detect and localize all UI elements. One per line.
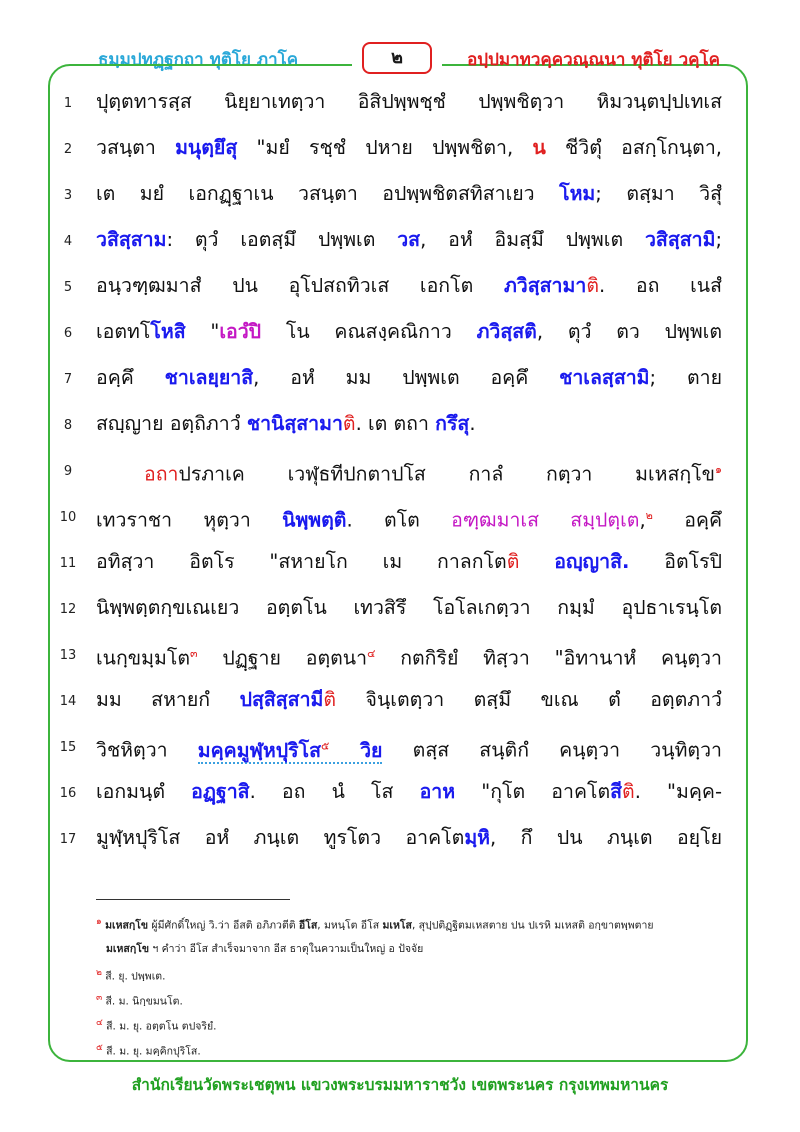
line-number: 12 (59, 602, 77, 617)
text-line: 2 วสนฺตา มนุตฺยึสุ "มยํ รชฺชํ ปหาย ปพฺพชิตา, น ชีวิตุํ อสกฺโกนฺตา, (0, 127, 800, 173)
line-number: 11 (59, 556, 77, 571)
text-line: 3 เต มยํ เอกฏฺฐาเน วสนฺตา อปพฺพชิตสทิสาเยว โหม; ตสฺมา วิสุํ (0, 173, 800, 219)
line-number: 16 (59, 786, 77, 801)
text-line: 14 มม สหายกํ ปสฺสิสฺสามีติ จินฺเตตฺวา ตสฺมึ ขเณ ตํ อตฺตภาวํ (0, 679, 800, 725)
footnote-ref: ๔ (367, 647, 376, 660)
text-line: 4 วสิสฺสาม: ตุวํ เอตสฺมึ ปพฺพเต วส, อหํ อิมสฺมึ ปพฺพเต วสิสฺสามิ; (0, 219, 800, 265)
page-number: ๒ (362, 42, 432, 74)
footnote-1: ๑ มเหสกฺโข ผู้มีศักดิ์ใหญ่ วิ.ว่า อีสติ อภิภวตีติ อีโส, มหนฺโต อีโส มเหโส, สุปฺปติฏฺฐิตมเหสตาย ปน ปเรหิ มเหสติ อกฺขาตพฺพตาย (96, 917, 654, 932)
line-number: 5 (63, 280, 73, 295)
line-number: 7 (63, 372, 73, 387)
footnote-3: ๓ สี. ม. นิกฺขมนโต. (96, 993, 183, 1008)
line-number: 2 (63, 142, 73, 157)
text-line: 15 วิชหิตฺวา มคฺคมูฬฺหปุริโส$^๕$ วิย ตสฺส สนฺติกํ คนฺตฺวา วนฺทิตฺวา (0, 725, 800, 771)
text-line: 8 สญฺญาย อตฺถิภาวํ ชานิสฺสามาติ. เต ตถา กรึสุ. (0, 403, 800, 449)
line-number: 17 (59, 832, 77, 847)
line-number: 13 (59, 648, 77, 663)
text-body (0, 81, 800, 863)
footnote-ref: ๑ (715, 463, 722, 476)
line-number: 10 (59, 510, 77, 525)
footnote-divider (96, 899, 290, 900)
text-line: 5 อนฺวฑฺฒมาสํ ปน อุโปสถทิวเส เอกโต ภวิสฺสามาติ. อถ เนสํ (0, 265, 800, 311)
line-number: 15 (59, 740, 77, 755)
footnote-5: ๕ สี. ม. ยุ. มคฺคิกปุริโส. (96, 1043, 201, 1058)
footnote-4: ๔ สี. ม. ยุ. อตฺตโน ตปจริยํ. (96, 1018, 217, 1033)
header-right-title: อปฺปมาทวคฺควณฺณนา ทุติโย วคฺโค (467, 50, 720, 70)
footnote-1-cont: มเหสกฺโข ฯ คำว่า อีโส สำเร็จมาจาก อีส ธาตุในความเป็นใหญ่ อ ปัจจัย (106, 943, 424, 955)
footnote-ref: ๓ (189, 647, 198, 660)
text-line: 9 อถาปรภาเค เวฬุธทีปกตาปโส กาลํ กตฺวา มเหสกฺโข$^๑$ (0, 449, 800, 495)
text-line: 1 ปุตฺตทารสฺส นิยฺยาเทตฺวา อิสิปพฺพชฺชํ ปพฺพชิตฺวา หิมวนฺตปฺปเทเส (0, 81, 800, 127)
footnote-2: ๒ สี. ยุ. ปพฺพเต. (96, 968, 166, 983)
text-line: 10 เทวราชา หุตฺวา นิพฺพตฺติ. ตโต อฑฺฒมาเส สมฺปตฺเต,$^๒$ อคฺคึ (0, 495, 800, 541)
text-line: 17 มูฬฺหปุริโส อหํ ภนฺเต ทูรโตว อาคโตมฺหิ, กึ ปน ภนฺเต อยฺโย (0, 817, 800, 863)
footer-publisher: สำนักเรียนวัดพระเชตุพน แขวงพระบรมมหาราชวัง เขตพระนคร กรุงเทพมหานคร (131, 1076, 669, 1094)
text-line: 11 อทิสฺวา อิตโร "สหายโก เม กาลกโตติ อญฺญาสิ. อิตโรปิ (0, 541, 800, 587)
line-number: 9 (63, 464, 73, 479)
footnote-ref: ๕ (321, 739, 330, 752)
header-left-title: ธมฺมปทฏฺฐกถา ทุติโย ภาโค (98, 50, 299, 70)
text-line: 12 นิพฺพตฺตกฺขเณเยว อตฺตโน เทวสิรึ โอโลเกตฺวา กมฺมํ อุปธาเรนฺโต (0, 587, 800, 633)
footnote-ref: ๒ (645, 509, 653, 522)
line-number: 4 (63, 234, 73, 249)
line-number: 14 (59, 694, 77, 709)
line-number: 3 (63, 188, 73, 203)
text-line: 7 อคฺคึ ชาเลยฺยาสิ, อหํ มม ปพฺพเต อคฺคึ ชาเลสฺสามิ; ตาย (0, 357, 800, 403)
text-line: 6 เอตทโโหสิ "เอวํปิ โน คณสงฺคณิกาว ภวิสฺสติ, ตุวํ ตว ปพฺพเต (0, 311, 800, 357)
line-number: 8 (63, 418, 73, 433)
line-number: 1 (63, 96, 73, 111)
line-number: 6 (63, 326, 73, 341)
text-line: 13 เนกฺขมฺมโต$^๓$ ปฏฺฐาย อตฺตนา$^๔$ กตกิริยํ ทิสฺวา "อิทานาหํ คนฺตฺวา (0, 633, 800, 679)
text-line: 16 เอกมนฺตํ อฏฺฐาสิ. อถ นํ โส อาห "กุโต อาคโตสีติ. "มคฺค- (0, 771, 800, 817)
